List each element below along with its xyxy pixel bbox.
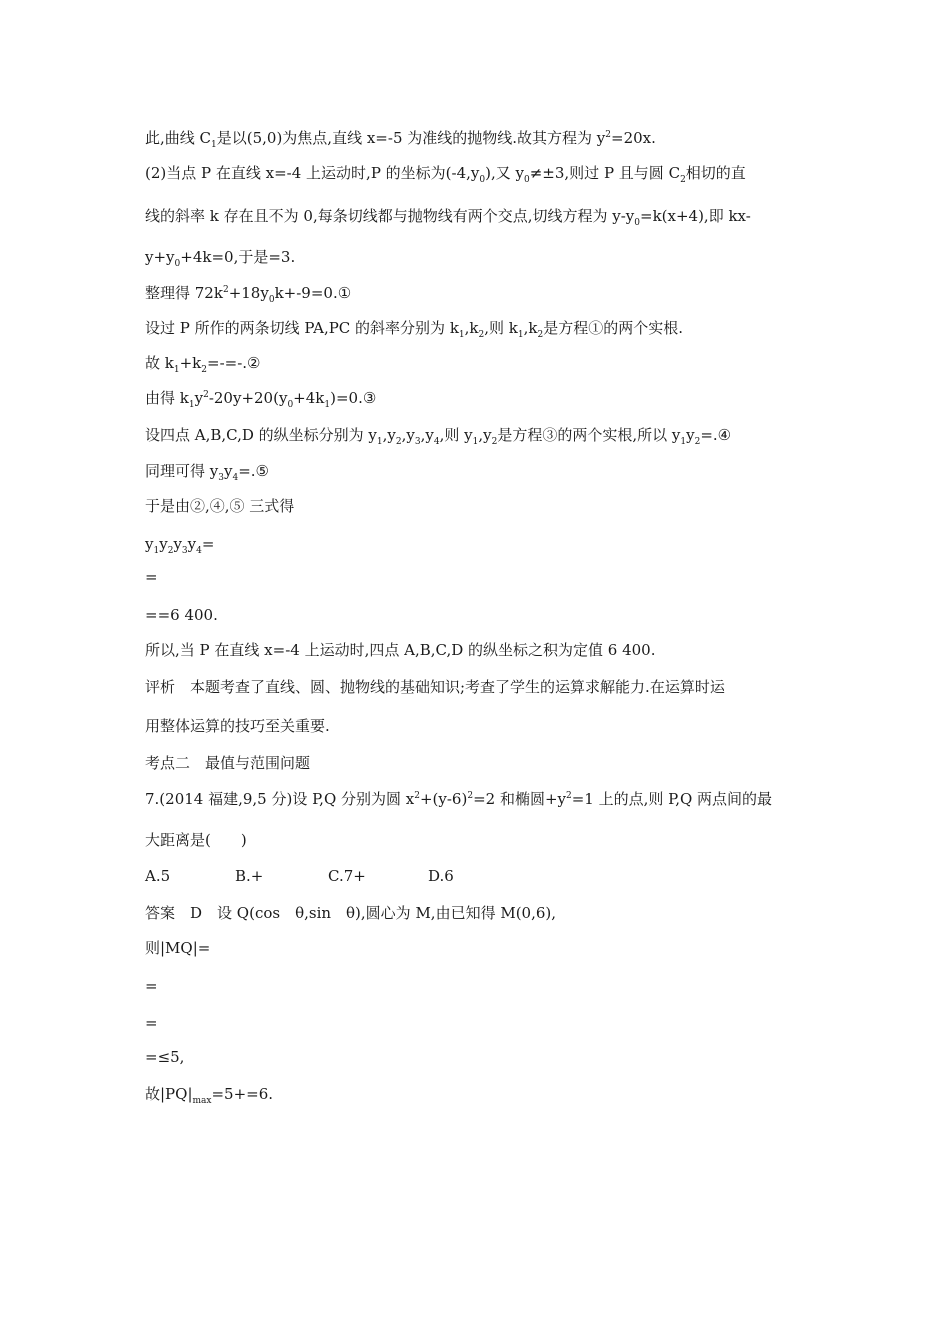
text-line: 故 $k_1+k_2=-=-.②$ — [145, 354, 261, 375]
text-line: 设过 P 所作的两条切线 PA,PC 的斜率分别为 $k_1,k_2$,则 $k_1,k_2$是方程①的两个实根. — [145, 319, 683, 340]
text-line: ==6 400. — [145, 606, 218, 624]
text-line: 此,曲线 $C_1$是以(5,0)为焦点,直线 x=-5 为准线的抛物线.故其方程为 $y^2=20x$. — [145, 129, 656, 150]
text-line: $y+y_0+4k=0$,于是=3. — [145, 248, 296, 269]
text-line: = — [145, 568, 158, 586]
text-line: 评析 本题考查了直线、圆、抛物线的基础知识;考查了学生的运算求解能力.在运算时运 — [145, 678, 725, 696]
text-line: 设四点 A,B,C,D 的纵坐标分别为 $y_1,y_2,y_3,y_4$,则 $y_1,y_2$是方程③的两个实根,所以 $y_1y_2=.④$ — [145, 426, 732, 447]
text-line: $y_1y_2y_3y_4=$ — [145, 535, 215, 556]
text-line: (2)当点 P 在直线 x=-4 上运动时,P 的坐标为$(-4,y_0)$,又 $y_0\ne\pm 3$,则过 P 且与圆 $C_2$相切的直 — [145, 164, 746, 185]
text-line: = — [145, 1014, 158, 1032]
text-line: 所以,当 P 在直线 x=-4 上运动时,四点 A,B,C,D 的纵坐标之积为定值 6 400. — [145, 641, 656, 659]
text-line: 故$|PQ|_{max}=5+=6$. — [145, 1085, 274, 1106]
option-b: B.+ — [235, 867, 264, 885]
text-line: 线的斜率 k 存在且不为 0,每条切线都与抛物线有两个交点,切线方程为 $y-y_0=k(x+4)$,即 kx- — [145, 207, 751, 228]
question-text: 7.(2014 福建,9,5 分)设 P,Q 分别为圆 $x^2+(y-6)^2=2$ 和椭圆$+y^2=1$ 上的点,则 P,Q 两点间的最 — [145, 790, 773, 808]
text-line: 用整体运算的技巧至关重要. — [145, 717, 330, 735]
option-d: D.6 — [428, 867, 454, 885]
text-line: =≤5, — [145, 1048, 185, 1066]
text-line: 整理得 $72k^2+18y_0k+-9=0.①$ — [145, 284, 352, 305]
section-heading: 考点二 最值与范围问题 — [145, 754, 311, 772]
question-text: 大距离是( ) — [145, 831, 247, 849]
text-line: 由得 $k_1y^2-20y+20(y_0+4k_1)=0.③$ — [145, 389, 377, 410]
option-a: A.5 — [145, 867, 171, 885]
text-line: 同理可得 $y_3y_4=.⑤$ — [145, 462, 269, 483]
answer-options — [145, 866, 745, 886]
option-c: C.7+ — [328, 867, 366, 885]
text-line: 则|MQ|= — [145, 939, 211, 957]
text-line: 于是由②,④,⑤ 三式得 — [145, 497, 295, 515]
answer-line: 答案 D 设 Q(cos θ,sin θ),圆心为 M,由已知得 M(0,6), — [145, 904, 557, 922]
text-line: = — [145, 977, 158, 995]
